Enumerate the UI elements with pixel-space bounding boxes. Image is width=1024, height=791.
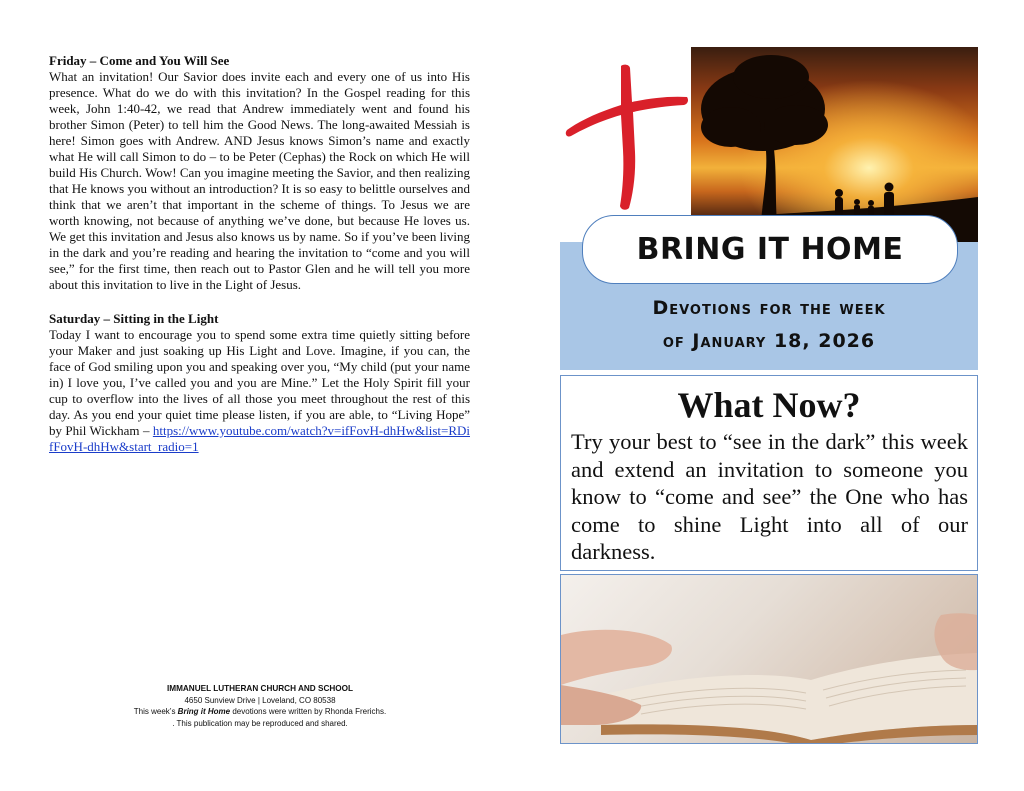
youtube-link[interactable]: https://www.youtube.com/watch?v=ifFovH-dhHw&list=RDifFovH-dhHw&start_radio=1 <box>49 423 470 454</box>
saturday-heading: Saturday – Sitting in the Light <box>49 311 219 326</box>
friday-heading: Friday – Come and You Will See <box>49 53 230 68</box>
sunset-family-photo <box>691 47 978 242</box>
author-credit <box>100 706 420 718</box>
what-now-title: What Now? <box>677 385 861 425</box>
friday-body: What an invitation! Our Savior does invite each and every one of us into His presence. What do we do with this invitation? In the Gospel reading for this week, John 1:40-42, we read that Andrew immediately went and found his brother Simon (Peter) to tell him the Good News. The long-awaited Messiah is here! Simon goes with Andrew. AND Jesus knows Simon’s name and exactly what He will call Simon to do – to be Peter (Cephas) the Rock on which He will build His Church. Wow! Can you imagine meeting the Savior, and then realizing that He knows you without an introduction? It is so easy to belittle ourselves and think that we aren’t that important in the scheme of things. To Jesus we are worth knowing, not because of anything we’ve done, but because He loves us. We get this invitation and Jesus also knows us by name. So if you’ve been living in the dark and you’re reading and hearing the invitation to “come and you will see,” for the first time, then reach out to Pastor Glen and he will tell you more about this invitation to live in the Light of Jesus. <box>49 69 470 292</box>
saturday-body <box>49 327 470 455</box>
reproduce-note: . This publication may be reproduced and shared. <box>172 718 348 728</box>
credit-italic: Bring it Home <box>177 707 231 716</box>
open-bible-photo <box>560 574 978 744</box>
church-name: IMMANUEL LUTHERAN CHURCH AND SCHOOL <box>166 684 354 693</box>
cross-icon <box>563 62 691 212</box>
publication-footer <box>100 683 420 729</box>
saturday-body-text: Today I want to encourage you to spend some extra time quietly sitting before your Maker and just soaking up His Light and Love. Imagine, if you can, the face of God smiling upon you and speaking over you, “My child (put your name in) I love you, I’ve called you and you are Mine.” Let the Holy Spirit fill your cup to overflow into the lives of all those you meet throughout the rest of this day. As you end your quiet time please listen, if you are able, to “Living Hope” by Phil Wickham – <box>49 327 470 438</box>
church-address: 4650 Sunview Drive | Loveland, CO 80538 <box>184 695 336 705</box>
credit-prefix: This week’s <box>133 707 178 716</box>
credit-suffix: devotions were written by Rhonda Frerichs. <box>230 707 387 716</box>
bible-illustration <box>561 575 977 743</box>
subtitle-line-1: Devotions for the week <box>652 297 886 319</box>
what-now-body: Try your best to “see in the dark” this week and extend an invitation to someone you know to “come and see” the One who has come to shine Light into all of our darkness. <box>571 429 968 564</box>
what-now-box <box>560 375 978 571</box>
title-banner <box>582 215 958 284</box>
subtitle-line-2: of January 18, 2026 <box>662 330 876 352</box>
devotions-subtitle <box>560 292 978 358</box>
page-title: BRING IT HOME <box>636 232 904 267</box>
devotion-column <box>49 53 470 455</box>
sunset-illustration <box>691 47 978 242</box>
